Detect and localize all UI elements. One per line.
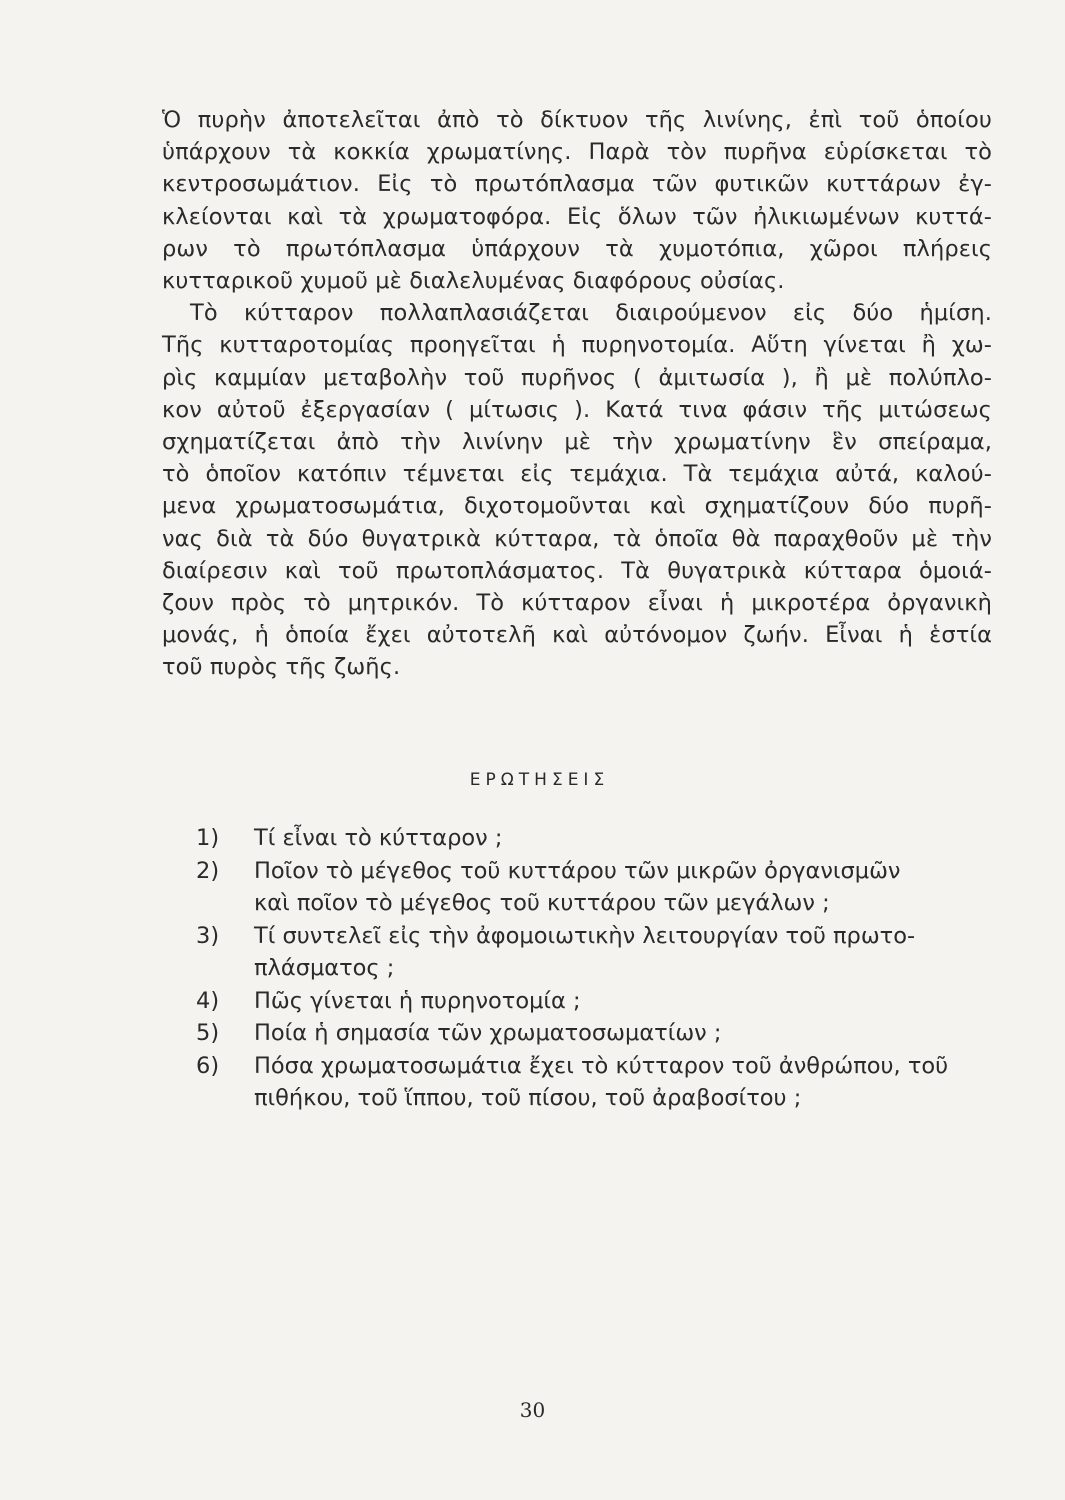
question-line: Ποία ἡ σημασία τῶν χρωματοσωματίων ; <box>254 1020 722 1046</box>
question-line: Τί συντελεῖ εἰς τὴν ἀφομοιωτικὴν λειτουργίαν τοῦ πρωτο- <box>254 922 916 949</box>
text-line: νας διὰ τὰ δύο θυγατρικὰ κύτταρα, τὰ ὁποῖα θὰ παραχθοῦν μὲ τὴν <box>162 525 992 552</box>
text-line: τοῦ πυρὸς τῆς ζωῆς. <box>162 654 401 681</box>
text-line: ρὶς καμμίαν μεταβολὴν τοῦ πυρῆνος ( ἀμιτωσία ), ἢ μὲ πολύπλο- <box>162 364 992 391</box>
question-line: πλάσματος ; <box>254 955 395 981</box>
question-number: 6) <box>196 1052 220 1079</box>
question-line: Τί εἶναι τὸ κύτταρον ; <box>254 825 503 851</box>
text-line: μονάς, ἡ ὁποία ἔχει αὐτοτελῆ καὶ αὐτόνομον ζωήν. Εἶναι ἡ ἑστία <box>162 622 992 649</box>
text-line: ζουν πρὸς τὸ μητρικόν. Τὸ κύτταρον εἶναι ἡ μικροτέρα ὀργανικὴ <box>162 590 992 617</box>
question-number: 1) <box>196 825 220 851</box>
question-text <box>254 822 996 855</box>
text-line: τὸ ὁποῖον κατόπιν τέμνεται εἰς τεμάχια. Τὰ τεμάχια αὐτά, καλού- <box>162 461 992 488</box>
text-line: σχηματίζεται ἀπὸ τὴν λινίνην μὲ τὴν χρωματίνην ἓν σπείραμα, <box>162 429 992 456</box>
text-line: Τῆς κυτταροτομίας προηγεῖται ἡ πυρηνοτομία. Αὕτη γίνεται ἢ χω- <box>162 332 992 359</box>
page-number: 30 <box>519 1398 546 1422</box>
question-line: Πόσα χρωματοσωμάτια ἔχει τὸ κύτταρον τοῦ ἀνθρώπου, τοῦ <box>254 1052 949 1079</box>
question-number: 4) <box>196 987 220 1014</box>
question-item <box>196 985 996 1018</box>
text-line: κυτταρικοῦ χυμοῦ μὲ διαλελυμένας διαφόρους οὐσίας. <box>162 268 785 295</box>
questions-list <box>196 822 996 1115</box>
question-item <box>196 920 996 985</box>
text-line: μενα χρωματοσωμάτια, διχοτομοῦνται καὶ σχηματίζουν δύο πυρῆ- <box>162 493 992 520</box>
question-text <box>254 855 996 920</box>
text-line: ὑπάρχουν τὰ κοκκία χρωματίνης. Παρὰ τὸν πυρῆνα εὑρίσκεται τὸ <box>162 139 992 166</box>
text-line: διαίρεσιν καὶ τοῦ πρωτοπλάσματος. Τὰ θυγατρικὰ κύτταρα ὁμοιά- <box>162 557 992 584</box>
question-text <box>254 985 996 1018</box>
body-text <box>162 104 992 684</box>
question-text <box>254 1017 996 1050</box>
question-line: πιθήκου, τοῦ ἵππου, τοῦ πίσου, τοῦ ἀραβοσίτου ; <box>254 1085 802 1111</box>
question-line: Ποῖον τὸ μέγεθος τοῦ κυττάρου τῶν μικρῶν ὀργανισμῶν <box>254 857 901 884</box>
question-item <box>196 822 996 855</box>
text-line: ρων τὸ πρωτόπλασμα ὑπάρχουν τὰ χυμοτόπια, χῶροι πλήρεις <box>162 235 992 262</box>
question-item <box>196 1017 996 1050</box>
question-number: 3) <box>196 922 220 949</box>
question-item <box>196 855 996 920</box>
question-number: 5) <box>196 1020 220 1046</box>
question-number: 2) <box>196 857 220 884</box>
question-line: καὶ ποῖον τὸ μέγεθος τοῦ κυττάρου τῶν μεγάλων ; <box>254 890 830 916</box>
question-line: Πῶς γίνεται ἡ πυρηνοτομία ; <box>254 987 581 1014</box>
text-line: κεντροσωμάτιον. Εἰς τὸ πρωτόπλασμα τῶν φυτικῶν κυττάρων ἐγ- <box>162 171 992 198</box>
question-text <box>254 920 996 985</box>
text-line: Τὸ κύτταρον πολλαπλασιάζεται διαιρούμενον εἰς δύο ἡμίση. <box>190 300 992 327</box>
question-text <box>254 1050 996 1115</box>
questions-heading: ΕΡΩΤΗΣΕΙΣ <box>469 770 610 790</box>
text-line: κον αὐτοῦ ἐξεργασίαν ( μίτωσις ). Κατά τινα φάσιν τῆς μιτώσεως <box>162 396 992 423</box>
text-line: κλείονται καὶ τὰ χρωματοφόρα. Εἰς ὅλων τῶν ἠλικιωμένων κυττά- <box>162 203 992 230</box>
question-item <box>196 1050 996 1115</box>
text-line: Ὁ πυρὴν ἀποτελεῖται ἀπὸ τὸ δίκτυον τῆς λινίνης, ἐπὶ τοῦ ὁποίου <box>162 107 992 133</box>
